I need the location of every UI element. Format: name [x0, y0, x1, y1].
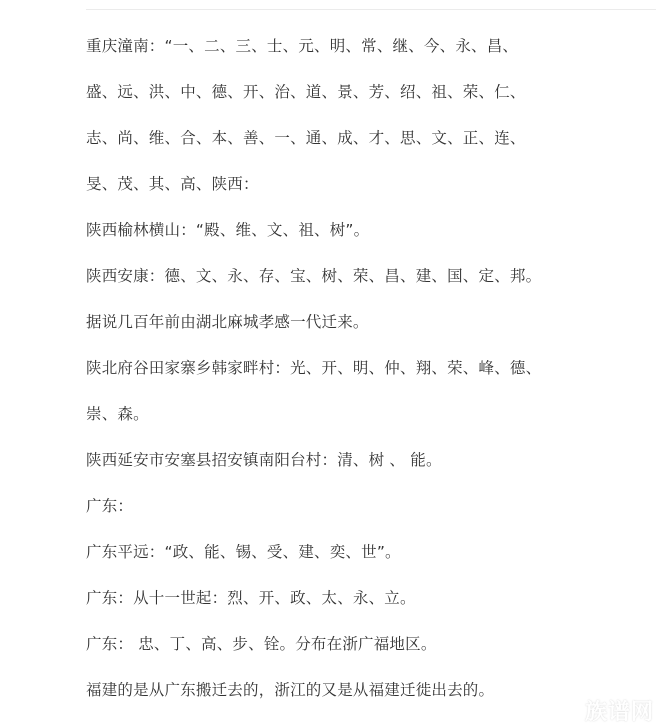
top-divider: [86, 9, 656, 10]
paragraph-line: 陕北府谷田家寨乡韩家畔村：光、开、明、仲、翔、荣、峰、德、: [86, 359, 542, 377]
paragraph-line: 旻、茂、其、高、陕西：: [86, 175, 259, 193]
paragraph-line: 陕西安康：德、文、永、存、宝、树、荣、昌、建、国、定、邦。: [86, 267, 542, 285]
paragraph-line: 据说几百年前由湖北麻城孝感一代迁来。: [86, 313, 369, 331]
paragraph-line: 重庆潼南：“一、二、三、士、元、明、常、继、今、永、昌、: [86, 37, 519, 55]
paragraph-line: 盛、远、洪、中、德、开、治、道、景、芳、绍、祖、荣、仁、: [86, 83, 526, 101]
paragraph-line: 陕西榆林横山：“殿、维、文、祖、树”。: [86, 221, 370, 239]
site-watermark: 族谱网: [584, 700, 654, 725]
paragraph-line: 广东： 忠、丁、高、步、铨。分布在浙广福地区。: [86, 635, 437, 653]
article-body: [86, 30, 651, 720]
paragraph-line: 广东：: [86, 497, 134, 515]
paragraph-line: 福建的是从广东搬迁去的，浙江的又是从福建迁徙出去的。: [86, 681, 495, 699]
paragraph-line: 崇、森。: [86, 405, 149, 423]
paragraph-line: 广东平远：“政、能、锡、受、建、奕、世”。: [86, 543, 401, 561]
paragraph-line: 广东：从十一世起：烈、开、政、太、永、立。: [86, 589, 416, 607]
paragraph-line: 陕西延安市安塞县招安镇南阳台村：清、树 、 能。: [86, 451, 442, 469]
paragraph-line: 志、尚、维、合、本、善、一、通、成、才、思、文、正、连、: [86, 129, 526, 147]
